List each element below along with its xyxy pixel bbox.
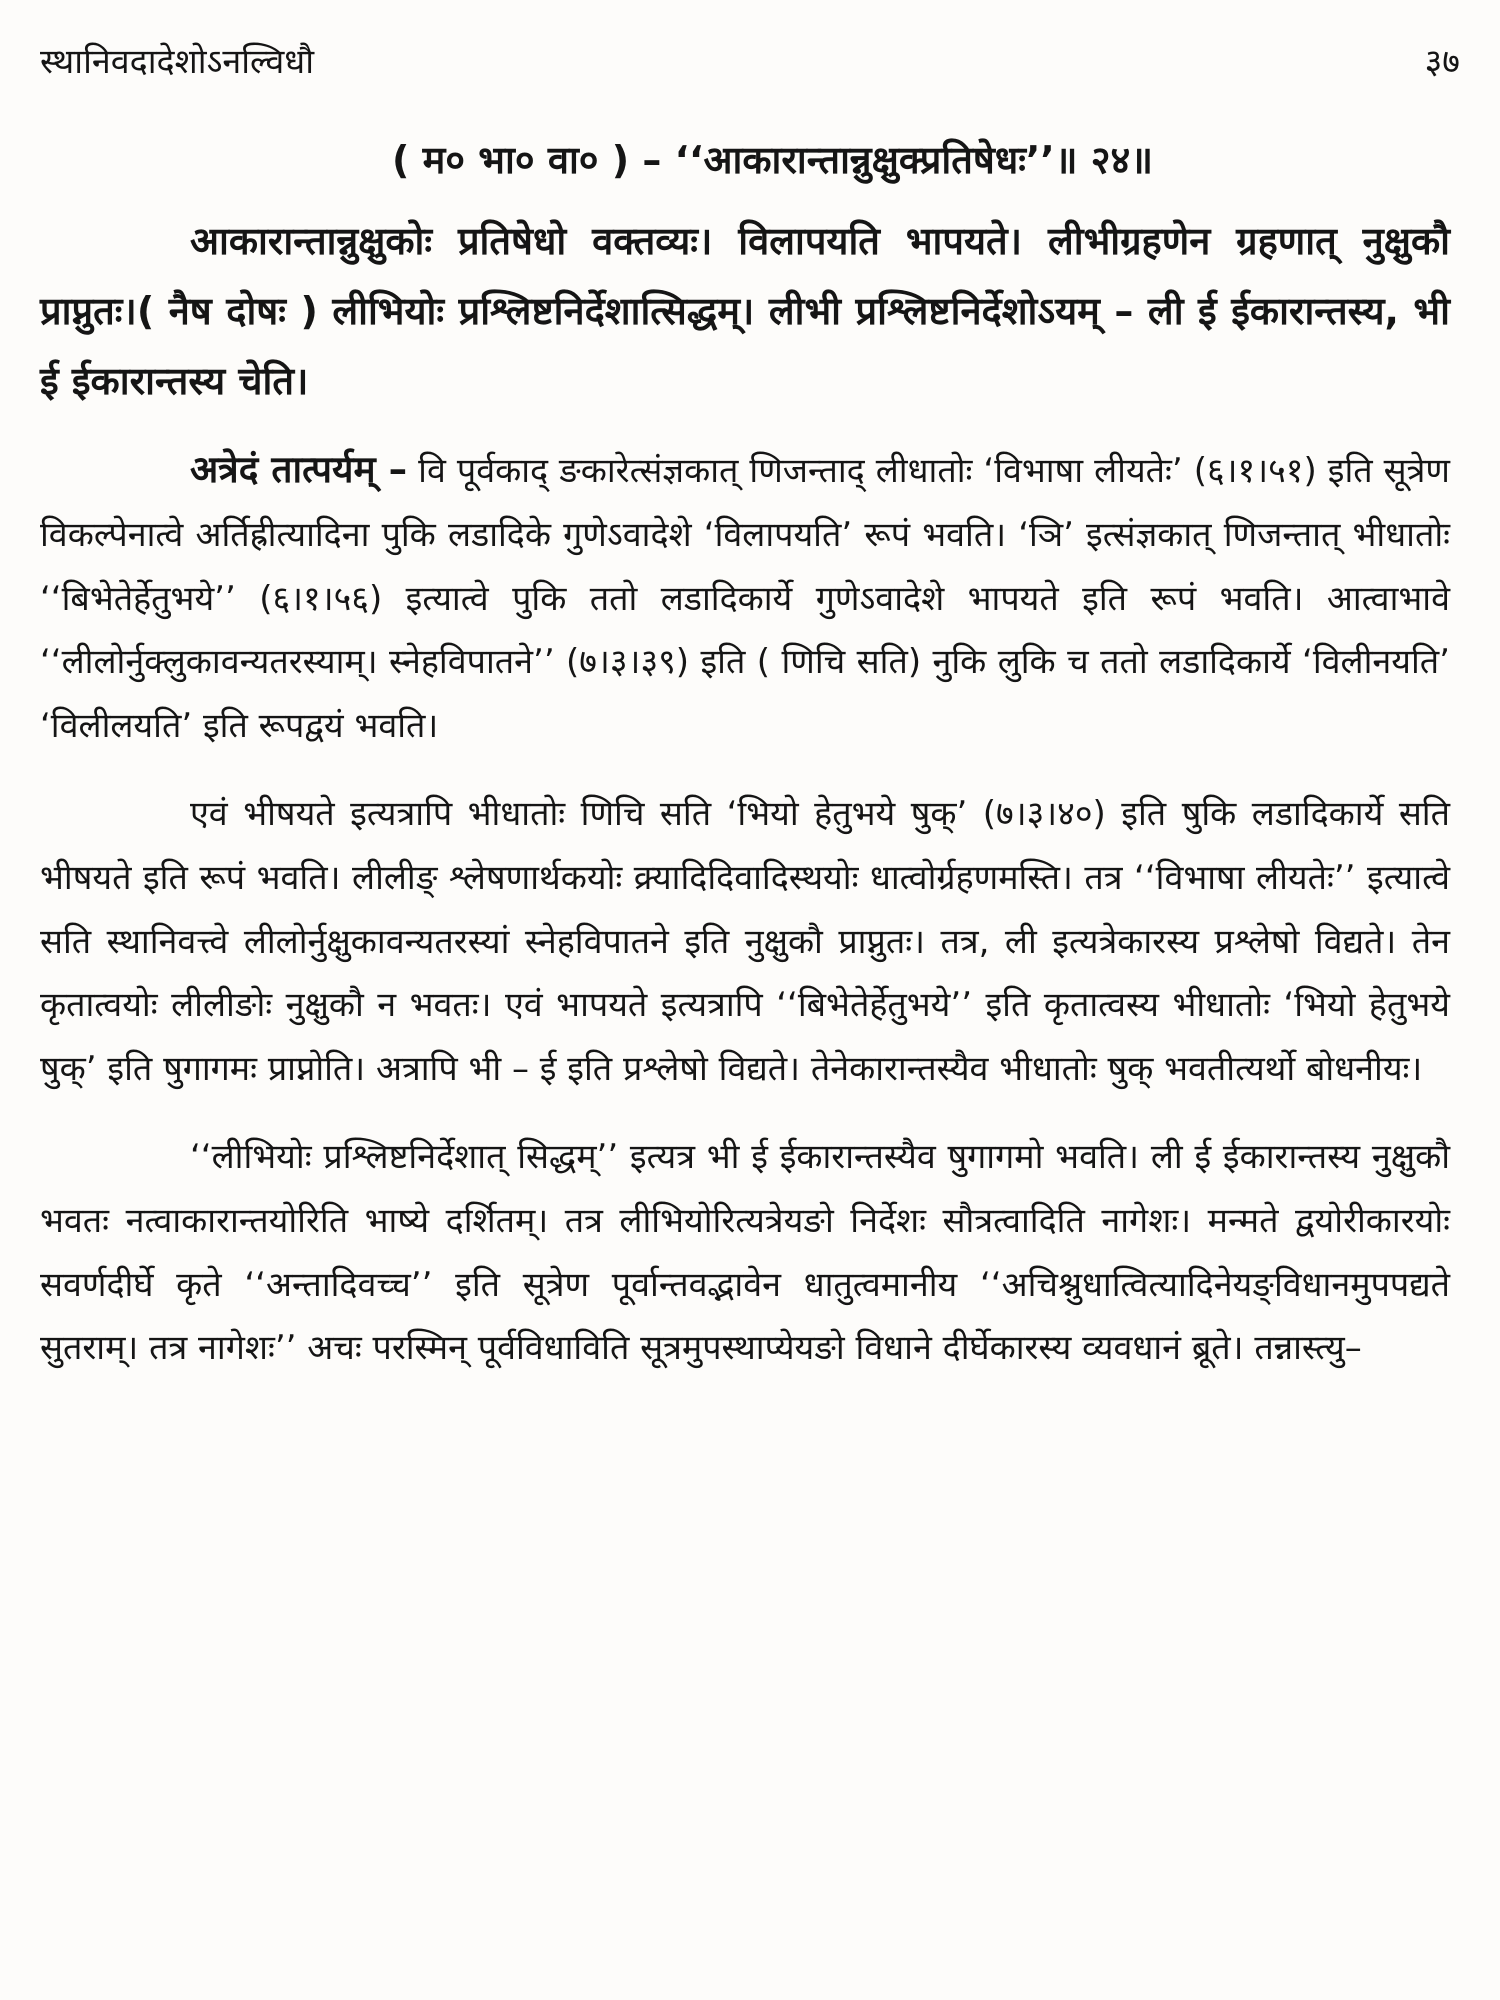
page-body [40,128,1450,1405]
paragraph-prashlishta: ‘‘लीभियोः प्रश्लिष्टनिर्देशात् सिद्धम्’’ इत्यत्र भी ई ईकारान्तस्यैव षुगागमो भवति। ली ई ईकारान्तस्य नुक्षुकौ भवतः नत्वाकारान्तयोरिति भाष्ये दर्शितम्। तत्र लीभियोरित्यत्रेयङो निर्देशः सौत्रत्वादिति नागेशः। मन्मते द्वयोरीकारयोः सवर्णदीर्घे कृते ‘‘अन्तादिवच्च’’ इति सूत्रेण पूर्वान्तवद्भावेन धातुत्वमानीय ‘‘अचिश्नुधात्वित्यादिनेयङ्विधानमुपपद्यते सुतराम्। तत्र नागेशः’’ अचः परस्मिन् पूर्वविधाविति सूत्रमुपस्थाप्येयङो विधाने दीर्घेकारस्य व्यवधानं ब्रूते। तन्नास्त्यु– [40,1136,1450,1369]
paragraph-lead: अत्रेदं तात्पर्यम् – [190,448,408,491]
paragraph-explanation [40,438,1450,759]
paragraph-text: वि पूर्वकाद् ङकारेत्संज्ञकात् णिजन्ताद् लीधातोः ‘विभाषा लीयतेः’ (६।१।५१) इति सूत्रेण विकल्पेनात्वे अर्तिह्रीत्यादिना पुकि लडादिके गुणेऽवादेशे ‘विलापयति’ रूपं भवति। ‘ञि’ इत्संज्ञकात् णिजन्तात् भीधातोः ‘‘बिभेतेर्हेतुभये’’ (६।१।५६) इत्यात्वे पुकि ततो लडादिकार्ये गुणेऽवादेशे भापयते इति रूपं भवति। आत्वाभावे ‘‘लीलोर्नुक्लुकावन्यतरस्याम्। स्नेहविपातने’’ (७।३।३९) इति ( णिचि सति) नुकि लुकि च ततो लडादिकार्ये ‘विलीनयति’ ‘विलीलयति’ इति रूपद्वयं भवति। [40,451,1450,747]
vartika-commentary: आकारान्तान्नुक्षुकोः प्रतिषेधो वक्तव्यः। विलापयति भापयते। लीभीग्रहणेन ग्रहणात् नुक्षुकौ प्राप्नुतः।( नैष दोषः ) लीभियोः प्रश्लिष्टनिर्देशात्सिद्धम्। लीभी प्रश्लिष्टनिर्देशोऽयम् – ली ई ईकारान्तस्य, भी ई ईकारान्तस्य चेति। [40,219,1450,403]
vartika-heading: ( म० भा० वा० ) – ‘‘आकारान्तान्नुक्षुक्प्रतिषेधः’’॥ २४॥ [391,138,1154,182]
page-header [40,38,1460,98]
page-number: ३७ [1424,42,1460,82]
paragraph-bhishayate: एवं भीषयते इत्यत्रापि भीधातोः णिचि सति ‘भियो हेतुभये षुक्’ (७।३।४०) इति षुकि लडादिकार्ये सति भीषयते इति रूपं भवति। लीलीङ् श्लेषणार्थकयोः क्र्यादिदिवादिस्थयोः धात्वोर्ग्रहणमस्ति। तत्र ‘‘विभाषा लीयतेः’’ इत्यात्वे सति स्थानिवत्त्वे लीलोर्नुक्षुकावन्यतरस्यां स्नेहविपातने इति नुक्षुकौ प्राप्नुतः। तत्र, ली इत्यत्रेकारस्य प्रश्लेषो विद्यते। तेन कृतात्वयोः लीलीङोः नुक्षुकौ न भवतः। एवं भापयते इत्यत्रापि ‘‘बिभेतेर्हेतुभये’’ इति कृतात्वस्य भीधातोः ‘भियो हेतुभये षुक्’ इति षुगागमः प्राप्नोति। अत्रापि भी – ई इति प्रश्लेषो विद्यते। तेनेकारान्तस्यैव भीधातोः षुक् भवतीत्यर्थो बोधनीयः। [40,793,1450,1090]
running-title: स्थानिवदादेशोऽनल्विधौ [40,42,315,82]
